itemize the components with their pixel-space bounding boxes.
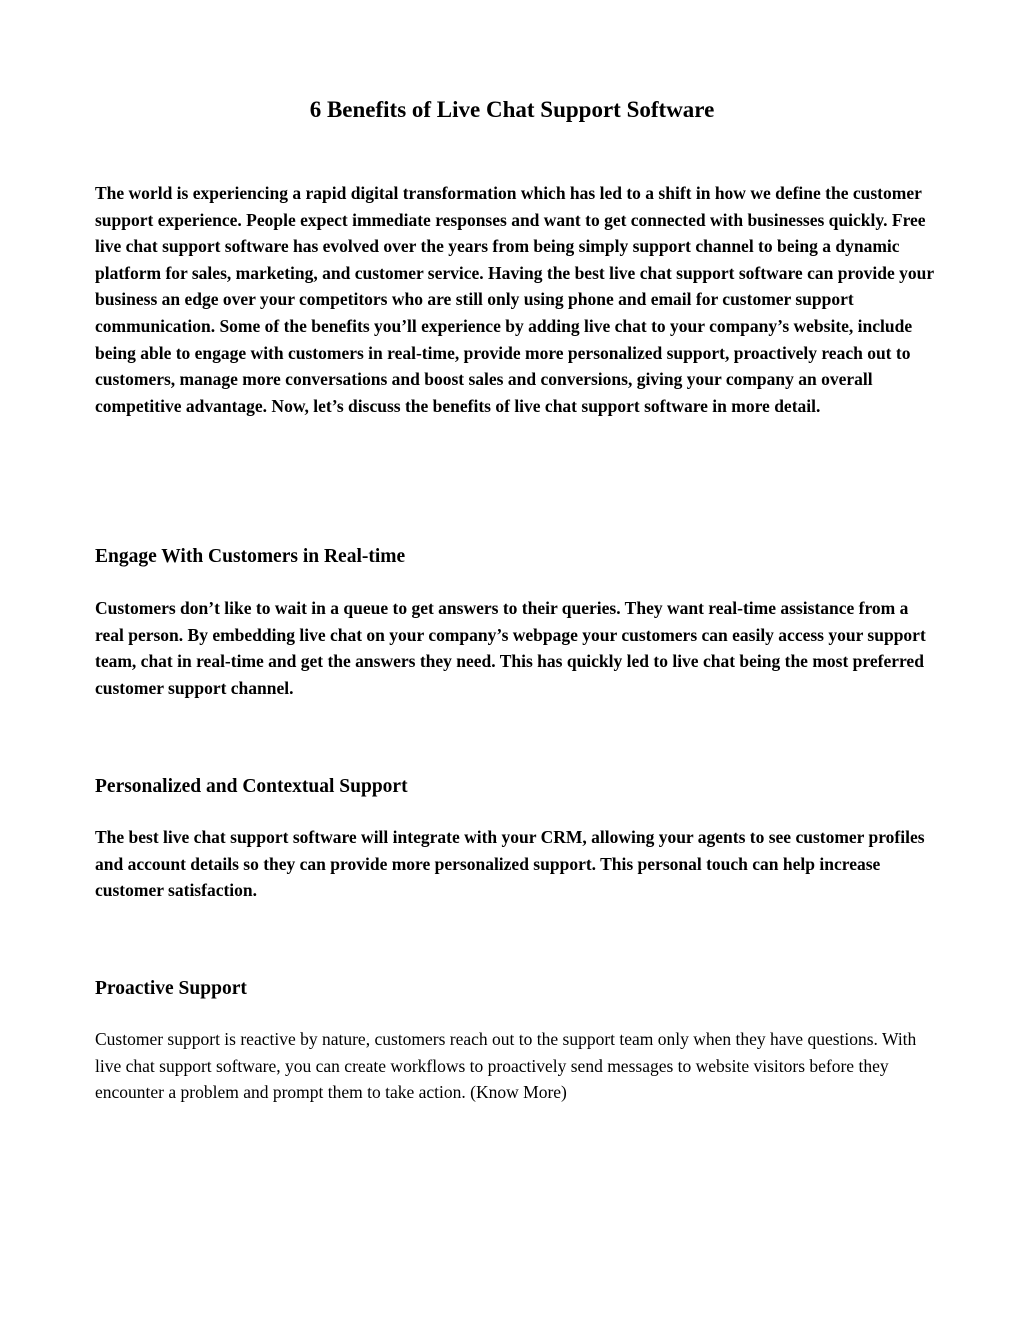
section-body-real-time: Customers don’t like to wait in a queue to get answers to their queries. They want real-time assistance from a real person. By embedding live chat on your company’s webpage your customers can easily access your support team, chat in real-time and get the answers they need. This has quickly led to live chat being the most preferred customer support channel.: [95, 598, 926, 698]
section-heading-proactive: Proactive Support: [95, 978, 247, 999]
section-body-proactive: Customer support is reactive by nature, customers reach out to the support team only when they have questions. With live chat support software, you can create workflows to proactively send messages to website visitors before they encounter a problem and prompt them to take action. (Know More): [95, 1029, 917, 1103]
document-title: 6 Benefits of Live Chat Support Software: [309, 97, 715, 122]
intro-paragraph: The world is experiencing a rapid digital transformation which has led to a shift in how we define the customer support experience. People expect immediate responses and want to get connected with businesses quickly. Free live chat support software has evolved over the years from being simply support channel to being a dynamic platform for sales, marketing, and customer service. Having the best live chat support software can provide your business an edge over your competitors who are still only using phone and email for customer support communication. Some of the benefits you’ll experience by adding live chat to your company’s website, include being able to engage with customers in real-time, provide more personalized support, proactively reach out to customers, manage more conversations and boost sales and conversions, giving your company an overall competitive advantage. Now, let’s discuss the benefits of live chat support software in more detail.: [95, 183, 934, 416]
section-body-personalized: The best live chat support software will integrate with your CRM, allowing your agents to see customer profiles and account details so they can provide more personalized support. This personal touch can help increase customer satisfaction.: [95, 827, 925, 901]
section-heading-real-time: Engage With Customers in Real-time: [95, 546, 406, 567]
section-heading-personalized: Personalized and Contextual Support: [95, 776, 408, 797]
